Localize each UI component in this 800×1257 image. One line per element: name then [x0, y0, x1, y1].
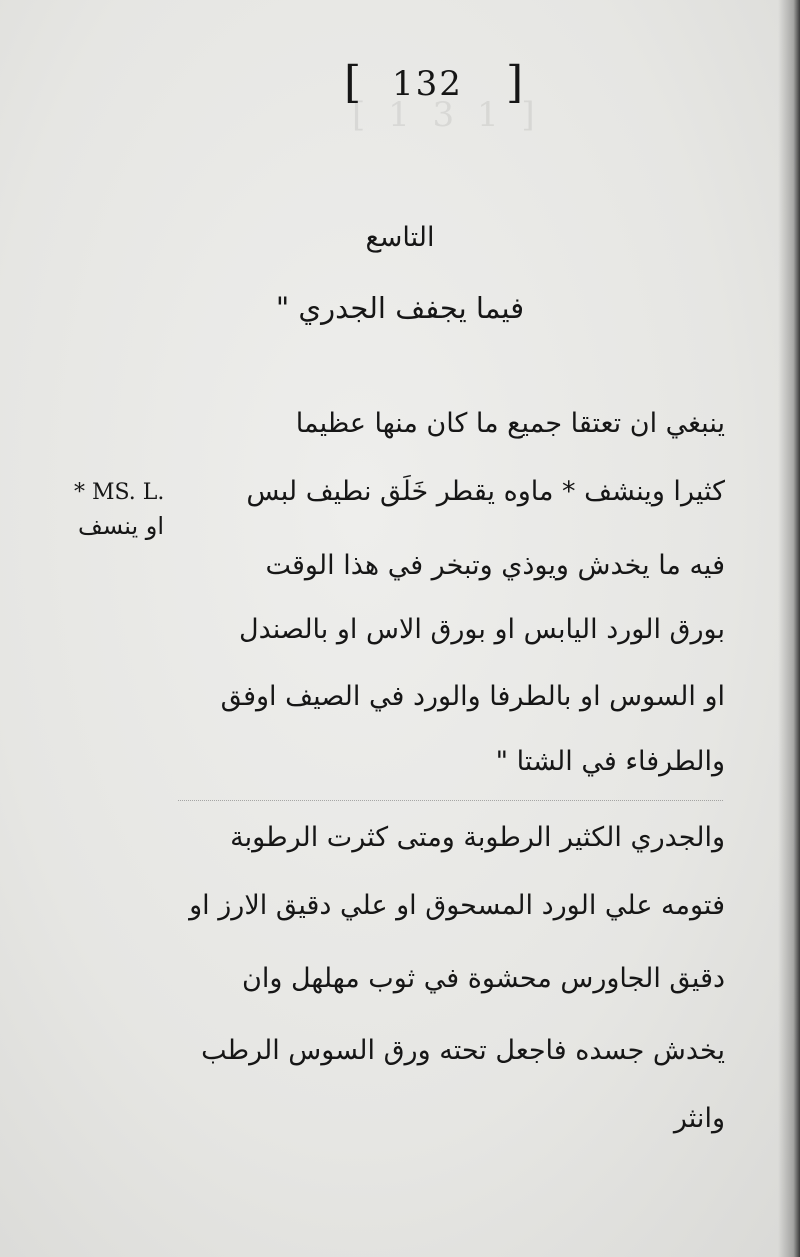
page-number-right-bracket: ]	[506, 57, 524, 108]
show-through-rule	[178, 800, 723, 801]
text-line-11: وانثر	[673, 1103, 725, 1134]
text-line-3: فيه ما يخدش ويوذي وتبخر في هذا الوقت	[265, 550, 725, 581]
subject-heading: فيما يجفف الجدري "	[275, 291, 525, 325]
text-line-5: او السوس او بالطرفا والورد في الصيف اوفق	[220, 681, 725, 712]
text-line-8: فتومه علي الورد المسحوق او علي دقيق الارز او	[189, 890, 725, 921]
page-edge-shadow	[778, 0, 800, 1257]
page-number-left-bracket: [	[344, 57, 362, 108]
section-heading: التاسع	[365, 222, 435, 253]
text-line-1: ينبغي ان تعتقا جميع ما كان منها عظيما	[295, 408, 725, 439]
footnote-text: او ينسف	[78, 512, 165, 540]
show-through-page-number: [ 1 3 1 ]	[352, 95, 541, 135]
page-number: 132	[392, 64, 463, 104]
text-line-7: والجدري الكثير الرطوبة ومتى كثرت الرطوبة	[230, 822, 725, 853]
text-line-6: والطرفاء في الشتا "	[495, 746, 725, 777]
footnote-marker: * MS. L.	[74, 480, 165, 505]
text-line-2: كثيرا وينشف * ماوه يقطر خَلَق نطيف لبس	[246, 476, 725, 507]
text-line-4: بورق الورد اليابس او بورق الاس او بالصندل	[238, 614, 725, 645]
page-header	[330, 58, 540, 108]
text-line-9: دقيق الجاورس محشوة في ثوب مهلهل وان	[242, 963, 725, 994]
text-line-10: يخدش جسده فاجعل تحته ورق السوس الرطب	[201, 1035, 725, 1066]
